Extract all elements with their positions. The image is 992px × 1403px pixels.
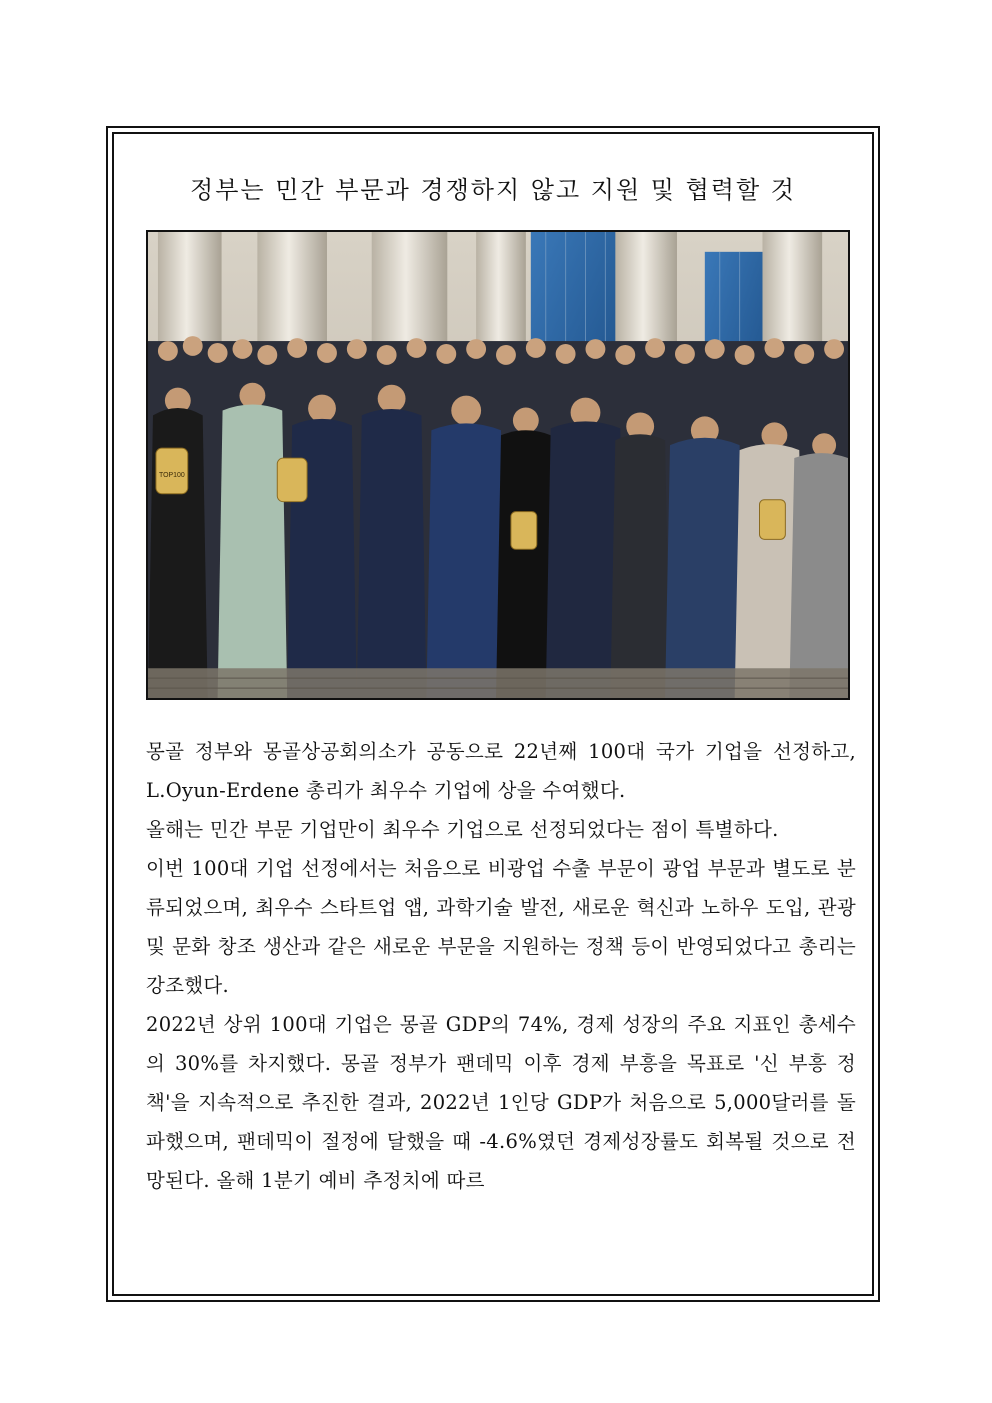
- paragraph-1: 몽골 정부와 몽골상공회의소가 공동으로 22년째 100대 국가 기업을 선정하고, L.Oyun-Erdene 총리가 최우수 기업에 상을 수여했다.: [146, 740, 856, 802]
- article-title: 정부는 민간 부문과 경쟁하지 않고 지원 및 협력할 것: [190, 176, 796, 204]
- page-inner-border: [112, 132, 874, 1296]
- paragraph-2: 올해는 민간 부문 기업만이 최우수 기업으로 선정되었다는 점이 특별하다.: [146, 818, 779, 841]
- article-body: [146, 732, 856, 1200]
- group-photo: [146, 230, 850, 700]
- page-border: [106, 126, 880, 1302]
- paragraph-4: 2022년 상위 100대 기업은 몽골 GDP의 74%, 경제 성장의 주요 지표인 총세수의 30%를 차지했다. 몽골 정부가 팬데믹 이후 경제 부흥을 목표로 '신 부흥 정책'을 지속적으로 추진한 결과, 2022년 1인당 GDP가 처음으로 5,000달러를 돌파했으며, 팬데믹이 절정에 달했을 때 -4.6%였던 경제성장률도 회복될 것으로 전망된다. 올해 1분기 예비 추정치에 따르: [146, 1013, 857, 1192]
- group-photo-illustration: [148, 232, 848, 698]
- paragraph-3: 이번 100대 기업 선정에서는 처음으로 비광업 수출 부문이 광업 부문과 별도로 분류되었으며, 최우수 스타트업 앱, 과학기술 발전, 새로운 혁신과 노하우 도입, 관광 및 문화 창조 생산과 같은 새로운 부문을 지원하는 정책 등이 반영되었다고 총리는 강조했다.: [146, 857, 856, 997]
- award-label: TOP100: [158, 471, 185, 479]
